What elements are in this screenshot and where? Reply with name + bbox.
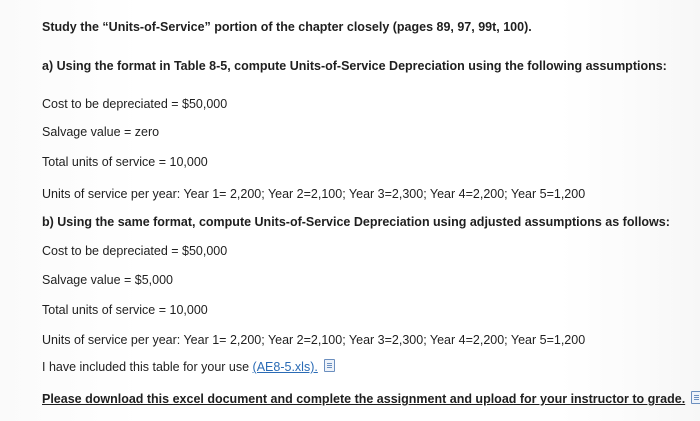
part-a-cost: Cost to be depreciated = $50,000 xyxy=(42,97,228,111)
part-a-instruction: a) Using the format in Table 8-5, compute Units-of-Service Depreciation using the following assumptions: xyxy=(42,59,667,73)
part-b-cost: Cost to be depreciated = $50,000 xyxy=(42,244,228,258)
download-instruction[interactable]: Please download this excel document and complete the assignment and upload for your instructor to grade. xyxy=(42,392,686,406)
file-icon[interactable] xyxy=(691,391,700,404)
included-table-text: I have included this table for your use xyxy=(42,360,253,374)
study-instruction: Study the “Units-of-Service” portion of the chapter closely (pages 89, 97, 99t, 100). xyxy=(42,20,532,34)
part-a-total-units: Total units of service = 10,000 xyxy=(42,155,208,169)
part-b-salvage: Salvage value = $5,000 xyxy=(42,273,174,287)
part-a-salvage: Salvage value = zero xyxy=(42,125,160,139)
part-b-units-per-year: Units of service per year: Year 1= 2,200; Year 2=2,100; Year 3=2,300; Year 4=2,200; Year 5=1,200 xyxy=(42,333,586,347)
part-b-total-units: Total units of service = 10,000 xyxy=(42,303,208,317)
excel-file-link[interactable]: (AE8-5.xls). xyxy=(252,360,318,374)
included-table-line xyxy=(42,359,335,375)
download-instruction-line xyxy=(42,391,700,407)
part-a-units-per-year: Units of service per year: Year 1= 2,200; Year 2=2,100; Year 3=2,300; Year 4=2,200; Year 5=1,200 xyxy=(42,187,586,201)
part-b-instruction: b) Using the same format, compute Units-of-Service Depreciation using adjusted assumptions as follows: xyxy=(42,215,670,229)
file-icon[interactable] xyxy=(324,359,335,372)
